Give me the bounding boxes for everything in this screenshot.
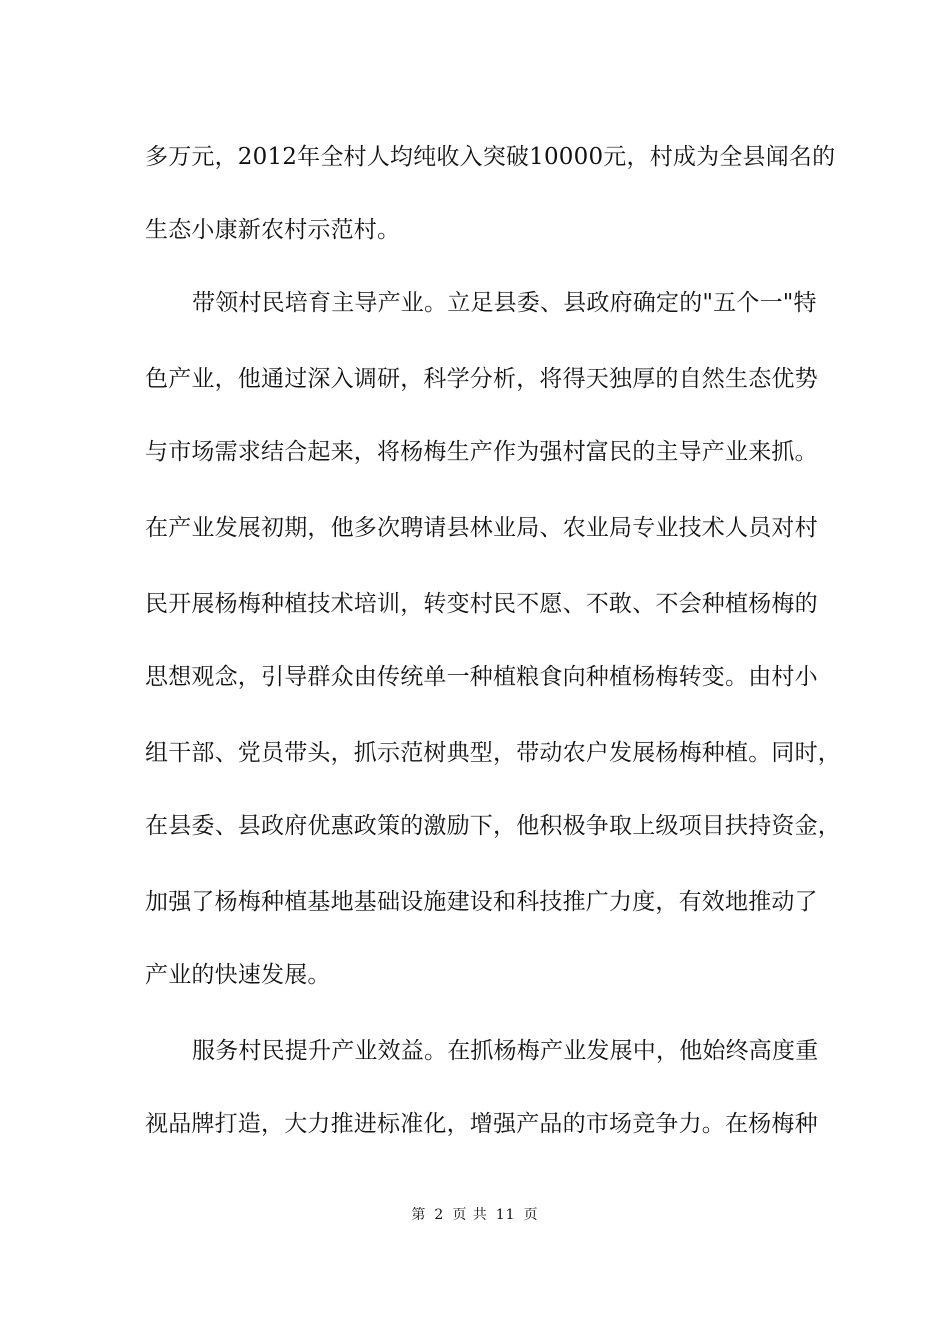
footer-prefix: 第 <box>411 1207 427 1223</box>
text-line-5: 与市场需求结合起来，将杨梅生产作为强村富民的主导产业来抓。 <box>145 439 818 465</box>
total-pages-number: 11 <box>495 1207 516 1223</box>
text-line-12: 产业的快速发展。 <box>145 962 331 988</box>
text-line-6: 在产业发展初期，他多次聘请县林业局、农业局专业技术人员对村 <box>145 515 818 541</box>
text-line-14: 视品牌打造，大力推进标准化，增强产品的市场竞争力。在杨梅种 <box>145 1111 818 1137</box>
text-line-1: 多万元，2012年全村人均纯收入突破10000元，村成为全县闻名的 <box>145 144 836 170</box>
text-line-11: 加强了杨梅种植基地基础设施建设和科技推广力度，有效地推动了 <box>145 889 818 915</box>
footer-mid: 页 共 <box>452 1207 488 1223</box>
paragraph-start-1: 带领村民培育主导产业。立足县委、县政府确定的"五个一"特 <box>192 290 817 316</box>
text-line-10: 在县委、县政府优惠政策的激励下，他积极争取上级项目扶持资金， <box>145 813 841 839</box>
paragraph-start-2: 服务村民提升产业效益。在抓杨梅产业发展中，他始终高度重 <box>192 1038 819 1064</box>
footer-suffix: 页 <box>523 1207 539 1223</box>
page-footer <box>0 1206 950 1224</box>
text-line-8: 思想观念，引导群众由传统单一种植粮食向种植杨梅转变。由村小 <box>145 664 818 690</box>
text-line-4: 色产业，他通过深入调研，科学分析，将得天独厚的自然生态优势 <box>145 366 818 392</box>
current-page-number: 2 <box>434 1207 445 1223</box>
text-line-9: 组干部、党员带头，抓示范树典型，带动农户发展杨梅种植。同时， <box>145 740 841 766</box>
text-line-7: 民开展杨梅种植技术培训，转变村民不愿、不敢、不会种植杨梅的 <box>145 591 818 617</box>
text-line-2: 生态小康新农村示范村。 <box>145 217 401 243</box>
